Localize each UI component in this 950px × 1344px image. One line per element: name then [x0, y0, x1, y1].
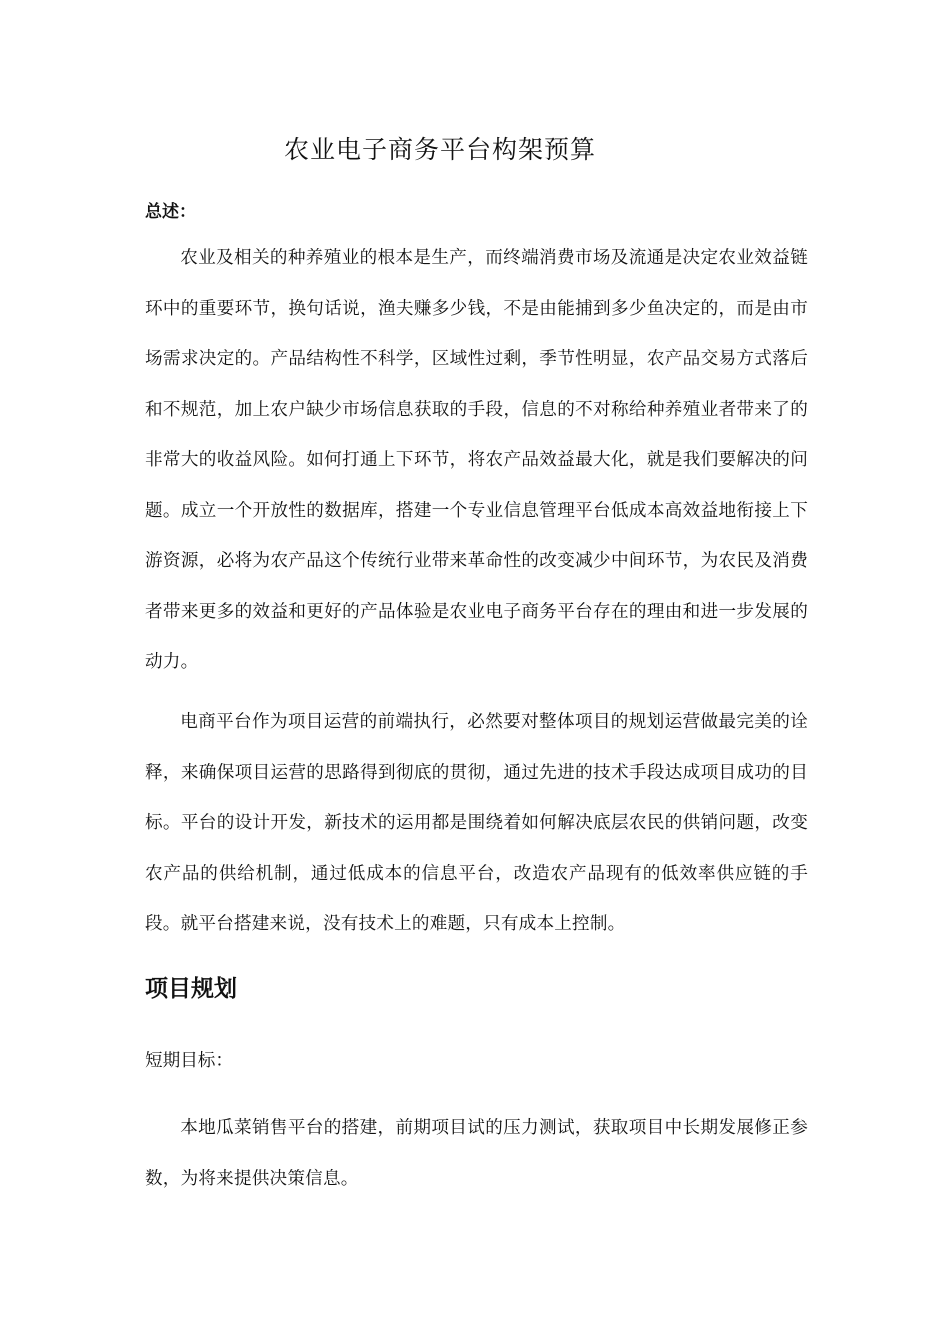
overview-label: 总述：	[145, 202, 196, 222]
overview-paragraph-2: 电商平台作为项目运营的前端执行，必然要对整体项目的规划运营做最完美的诠释，来确保项目运营的思路得到彻底的贯彻，通过先进的技术手段达成项目成功的目标。平台的设计开发，新技术的运用都是围绕着如何解决底层农民的供销问题，改变农产品的供给机制，通过低成本的信息平台，改造农产品现有的低效率供应链的手段。就平台搭建来说，没有技术上的难题，只有成本上控制。	[145, 712, 808, 934]
short-term-goal-paragraph: 本地瓜菜销售平台的搭建，前期项目试的压力测试，获取项目中长期发展修正参数，为将来提供决策信息。	[145, 1118, 808, 1189]
document-title: 农业电子商务平台构架预算	[283, 135, 596, 164]
overview-paragraph-1: 农业及相关的种养殖业的根本是生产，而终端消费市场及流通是决定农业效益链环中的重要环节，换句话说，渔夫赚多少钱，不是由能捕到多少鱼决定的，而是由市场需求决定的。产品结构性不科学，区域性过剩，季节性明显，农产品交易方式落后和不规范，加上农户缺少市场信息获取的手段，信息的不对称给种养殖业者带来了的非常大的收益风险。如何打通上下环节，将农产品效益最大化，就是我们要解决的问题。成立一个开放性的数据库，搭建一个专业信息管理平台低成本高效益地衔接上下游资源，必将为农产品这个传统行业带来革命性的改变减少中间环节，为农民及消费者带来更多的效益和更好的产品体验是农业电子商务平台存在的理由和进一步发展的动力。	[145, 248, 808, 672]
section-heading-project-planning: 项目规划	[145, 976, 237, 1002]
short-term-goal-label: 短期目标：	[145, 1051, 233, 1071]
